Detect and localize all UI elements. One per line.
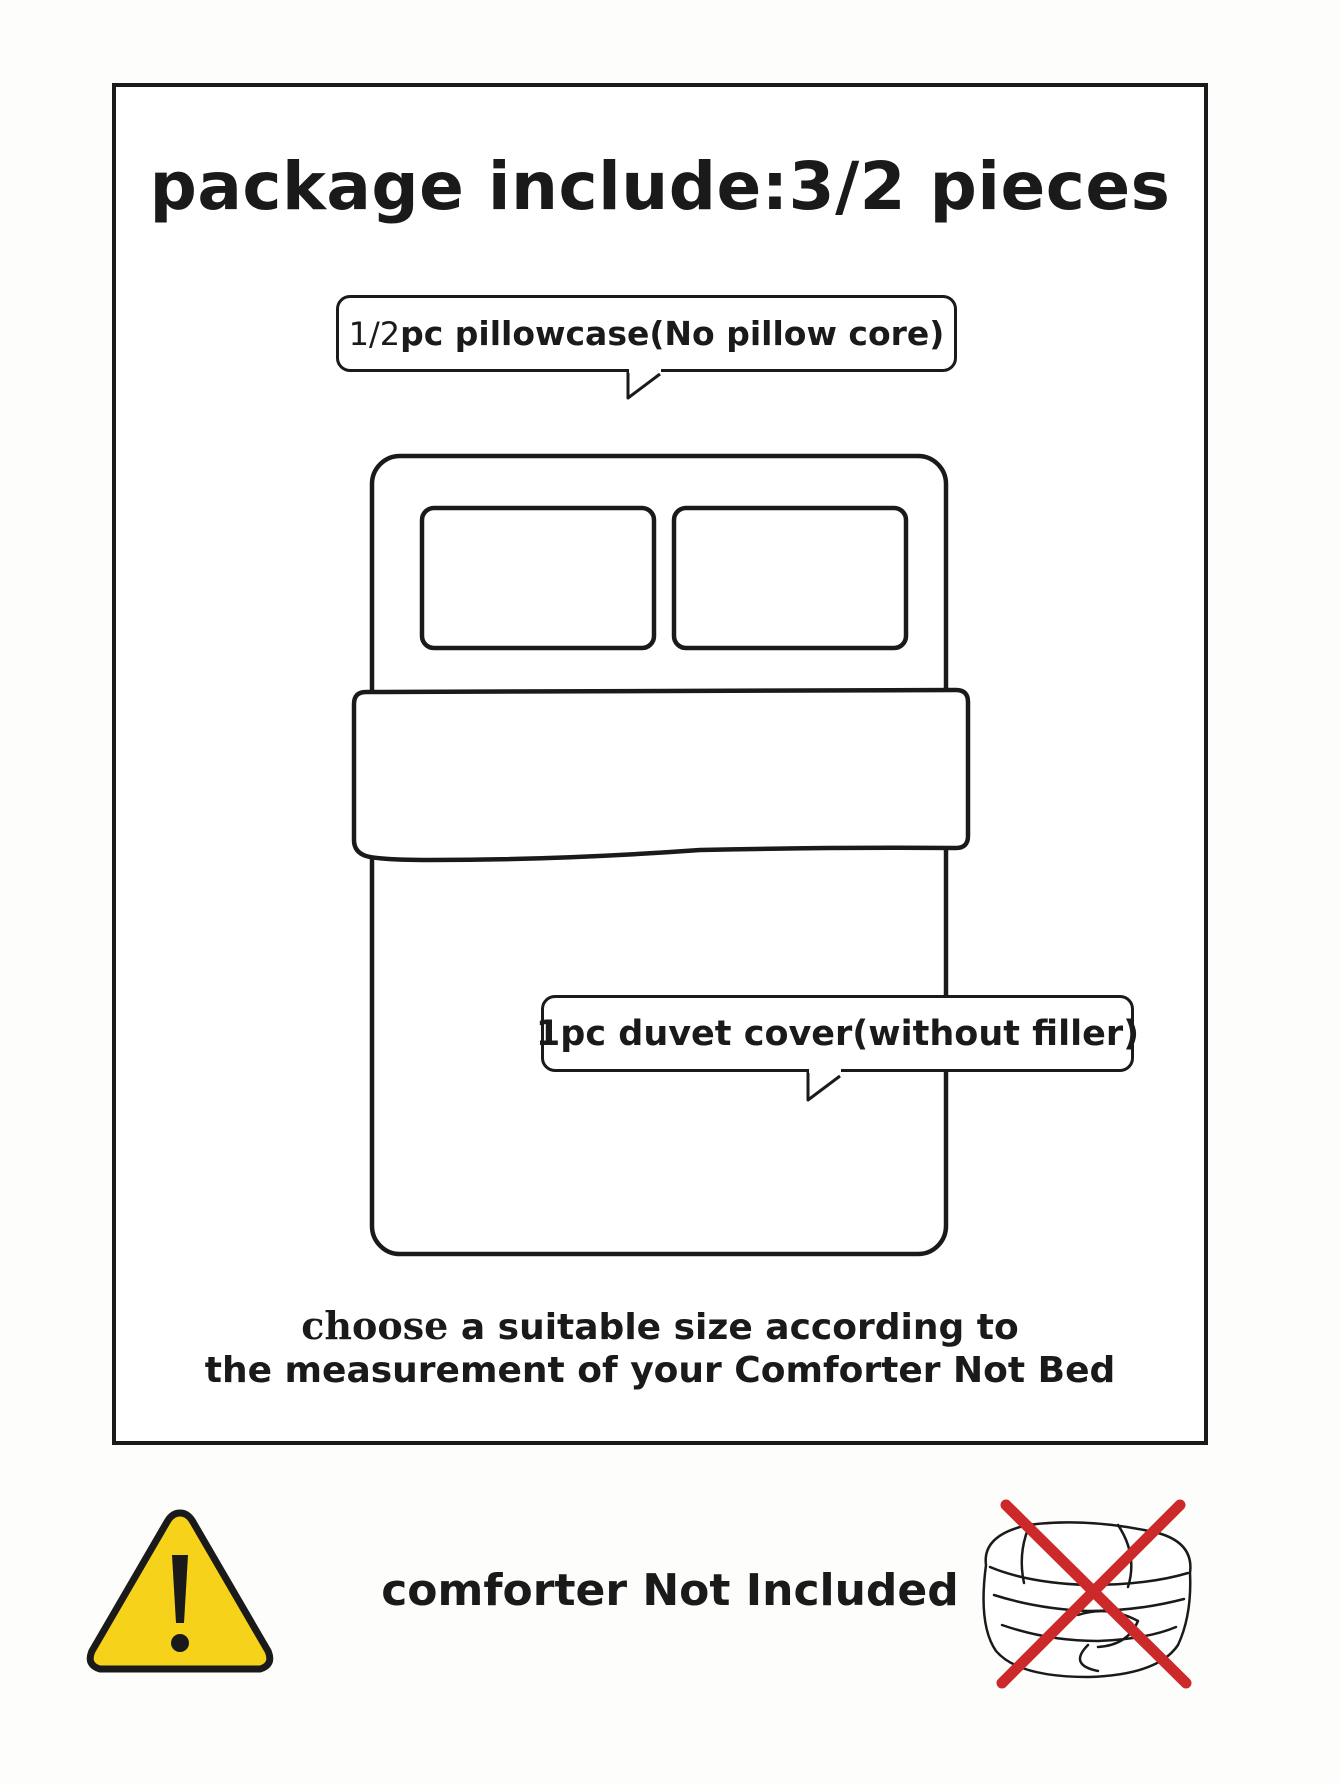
duvet-callout-pointer (800, 1068, 850, 1108)
comforter-crossed-out-icon (968, 1495, 1208, 1695)
pillow-left (422, 508, 654, 648)
pillowcase-label: pc pillowcase(No pillow core) (400, 314, 945, 353)
pillow-right (674, 508, 906, 648)
duvet-fold (354, 690, 968, 860)
pillowcase-count: 1/2 (348, 314, 401, 353)
package-title: package include:3/2 pieces (149, 148, 1171, 225)
size-note-line1 (112, 1303, 1208, 1348)
comforter-not-included: comforter Not Included (381, 1565, 959, 1616)
size-note-lead: choose (301, 1303, 449, 1348)
duvet-callout (535, 995, 1140, 1072)
size-note-rest: a suitable size according to (448, 1307, 1019, 1348)
duvet-label: 1pc duvet cover(without filler) (535, 1013, 1140, 1054)
warning-triangle-icon (84, 1505, 276, 1677)
pillowcase-callout (336, 295, 957, 372)
pillowcase-callout-pointer (620, 368, 670, 408)
size-note-line2: the measurement of your Comforter Not Bed (204, 1350, 1116, 1391)
